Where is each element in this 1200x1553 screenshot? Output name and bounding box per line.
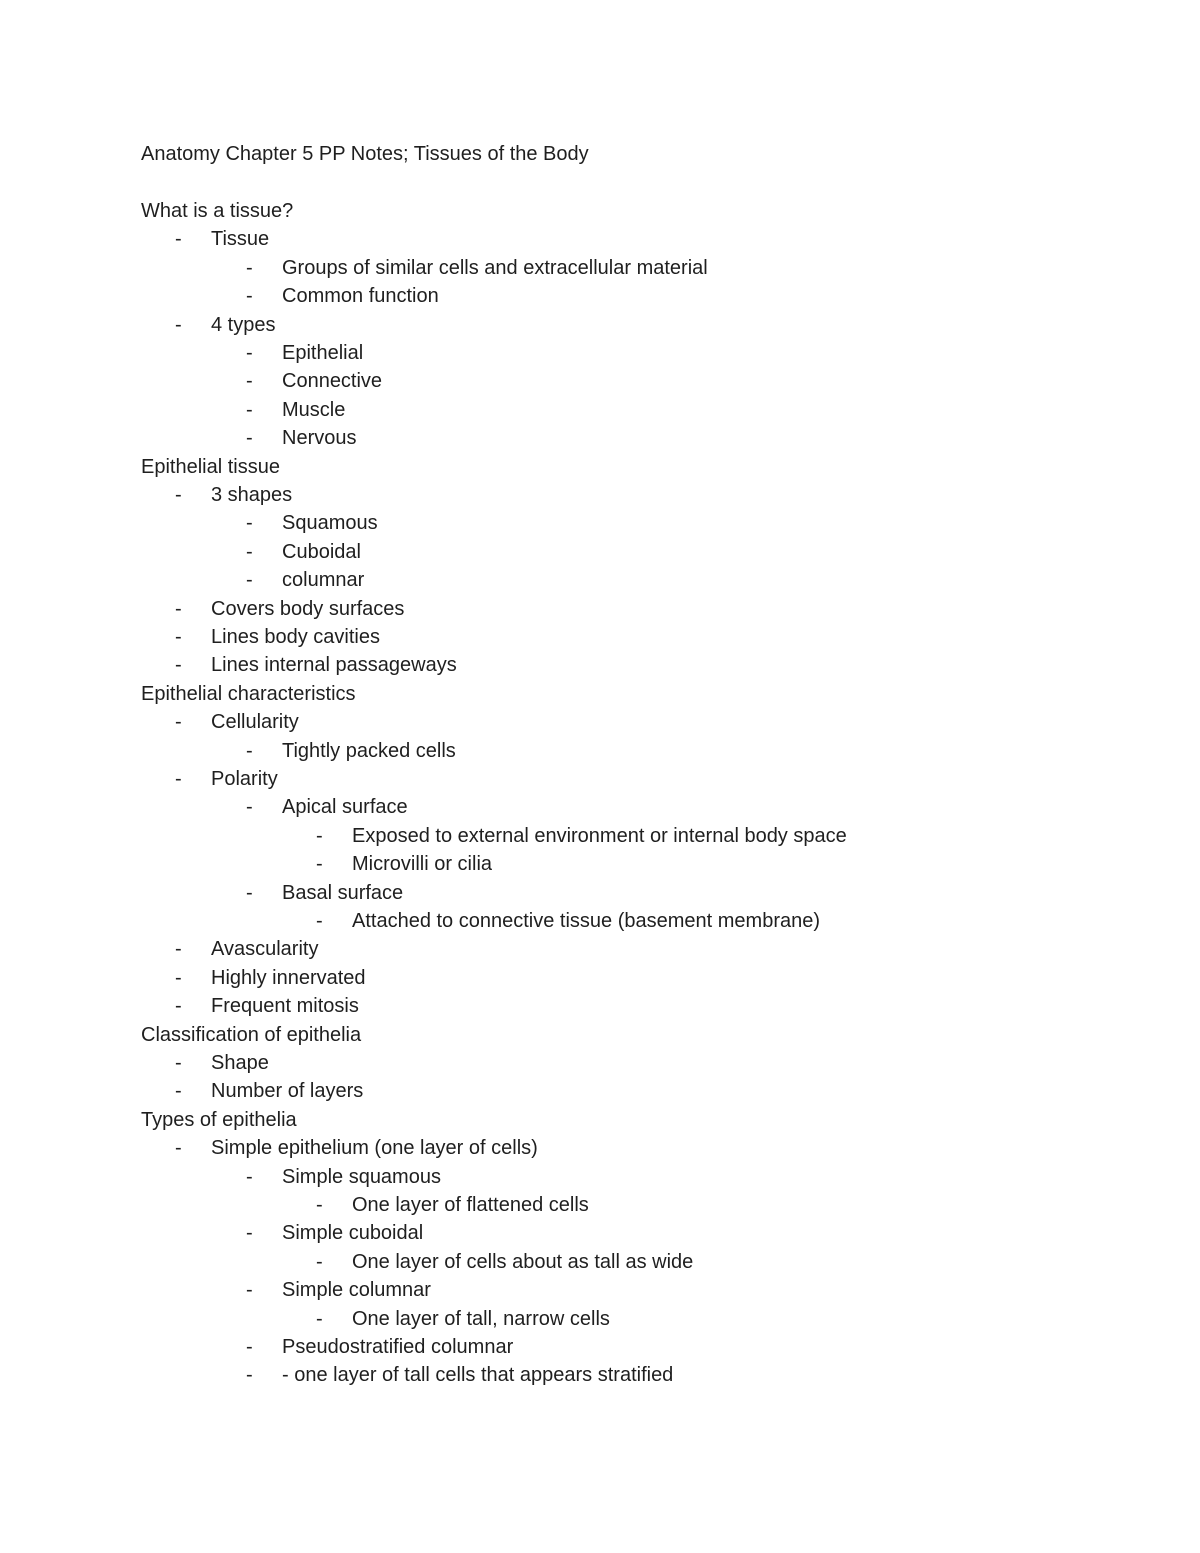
list-item: Shape	[211, 1052, 269, 1074]
list-item: Common function	[282, 285, 439, 308]
section-heading: Classification of epithelia	[141, 1023, 362, 1046]
list-item: Basal surface	[282, 881, 404, 904]
list-item: Groups of similar cells and extracellular material	[282, 256, 708, 279]
list-item: 3 shapes	[211, 484, 293, 506]
bullet-dash: -	[175, 1137, 182, 1160]
list-item: Apical surface	[282, 796, 408, 819]
bullet-dash: -	[175, 228, 182, 251]
bullet-dash: -	[246, 569, 253, 592]
list-item: Number of layers	[211, 1080, 364, 1103]
list-item: Microvilli or cilia	[352, 853, 493, 876]
bullet-dash: -	[316, 1250, 323, 1273]
bullet-dash: -	[246, 1364, 253, 1387]
bullet-dash: -	[316, 1194, 323, 1216]
bullet-dash: -	[246, 1165, 253, 1188]
list-item: One layer of cells about as tall as wide	[352, 1250, 694, 1273]
section-heading: Types of epithelia	[141, 1108, 297, 1131]
list-item: Attached to connective tissue (basement membrane)	[352, 910, 821, 932]
bullet-dash: -	[246, 796, 253, 819]
list-item: Simple squamous	[282, 1165, 441, 1188]
bullet-dash: -	[246, 398, 253, 421]
bullet-dash: -	[175, 938, 182, 961]
list-item: Lines internal passageways	[211, 654, 457, 677]
bullet-dash: -	[246, 427, 253, 450]
bullet-dash: -	[246, 342, 253, 364]
list-item: Avascularity	[211, 938, 319, 961]
bullet-dash: -	[175, 654, 182, 677]
document-title: Anatomy Chapter 5 PP Notes; Tissues of the Body	[141, 143, 589, 165]
bullet-dash: -	[246, 512, 253, 535]
list-item: columnar	[282, 569, 365, 592]
bullet-dash: -	[316, 1307, 323, 1330]
bullet-dash: -	[175, 313, 182, 336]
bullet-dash: -	[246, 1279, 253, 1302]
bullet-dash: -	[246, 256, 253, 279]
list-item: Tightly packed cells	[282, 739, 456, 762]
bullet-dash: -	[175, 1052, 182, 1074]
bullet-dash: -	[175, 597, 182, 620]
bullet-dash: -	[246, 540, 253, 563]
list-item: Exposed to external environment or internal body space	[352, 824, 847, 847]
list-item: Highly innervated	[211, 966, 366, 989]
bullet-dash: -	[246, 739, 253, 762]
list-item: Polarity	[211, 768, 278, 790]
bullet-dash: -	[175, 1080, 182, 1103]
bullet-dash: -	[175, 966, 182, 989]
bullet-dash: -	[246, 285, 253, 308]
list-item: Simple cuboidal	[282, 1222, 424, 1245]
list-item: Connective	[282, 370, 383, 393]
list-item: Nervous	[282, 427, 357, 450]
list-item: Frequent mitosis	[211, 995, 359, 1018]
list-item: Muscle	[282, 398, 346, 421]
bullet-dash: -	[175, 995, 182, 1018]
list-item: One layer of flattened cells	[352, 1194, 589, 1216]
bullet-dash: -	[246, 1222, 253, 1245]
list-item: One layer of tall, narrow cells	[352, 1307, 610, 1330]
list-item: Covers body surfaces	[211, 597, 405, 620]
list-item: Epithelial	[282, 342, 364, 364]
bullet-dash: -	[175, 711, 182, 734]
list-item: Cuboidal	[282, 540, 361, 563]
bullet-dash: -	[316, 824, 323, 847]
section-heading: Epithelial characteristics	[141, 682, 356, 705]
section-heading: What is a tissue?	[141, 200, 294, 222]
bullet-dash: -	[316, 853, 323, 876]
list-item: 4 types	[211, 313, 276, 336]
list-item: Simple columnar	[282, 1279, 431, 1302]
list-item: Lines body cavities	[211, 626, 380, 648]
bullet-dash: -	[316, 910, 323, 932]
list-item: - one layer of tall cells that appears stratified	[282, 1364, 674, 1387]
bullet-dash: -	[175, 768, 182, 790]
list-item: Simple epithelium (one layer of cells)	[211, 1137, 538, 1160]
list-item: Tissue	[211, 228, 270, 251]
list-item: Squamous	[282, 512, 378, 535]
bullet-dash: -	[246, 881, 253, 904]
list-item: Cellularity	[211, 711, 299, 734]
bullet-dash: -	[246, 1336, 253, 1358]
bullet-dash: -	[175, 484, 182, 506]
list-item: Pseudostratified columnar	[282, 1336, 514, 1358]
section-heading: Epithelial tissue	[141, 455, 280, 478]
bullet-dash: -	[246, 370, 253, 393]
bullet-dash: -	[175, 626, 182, 648]
